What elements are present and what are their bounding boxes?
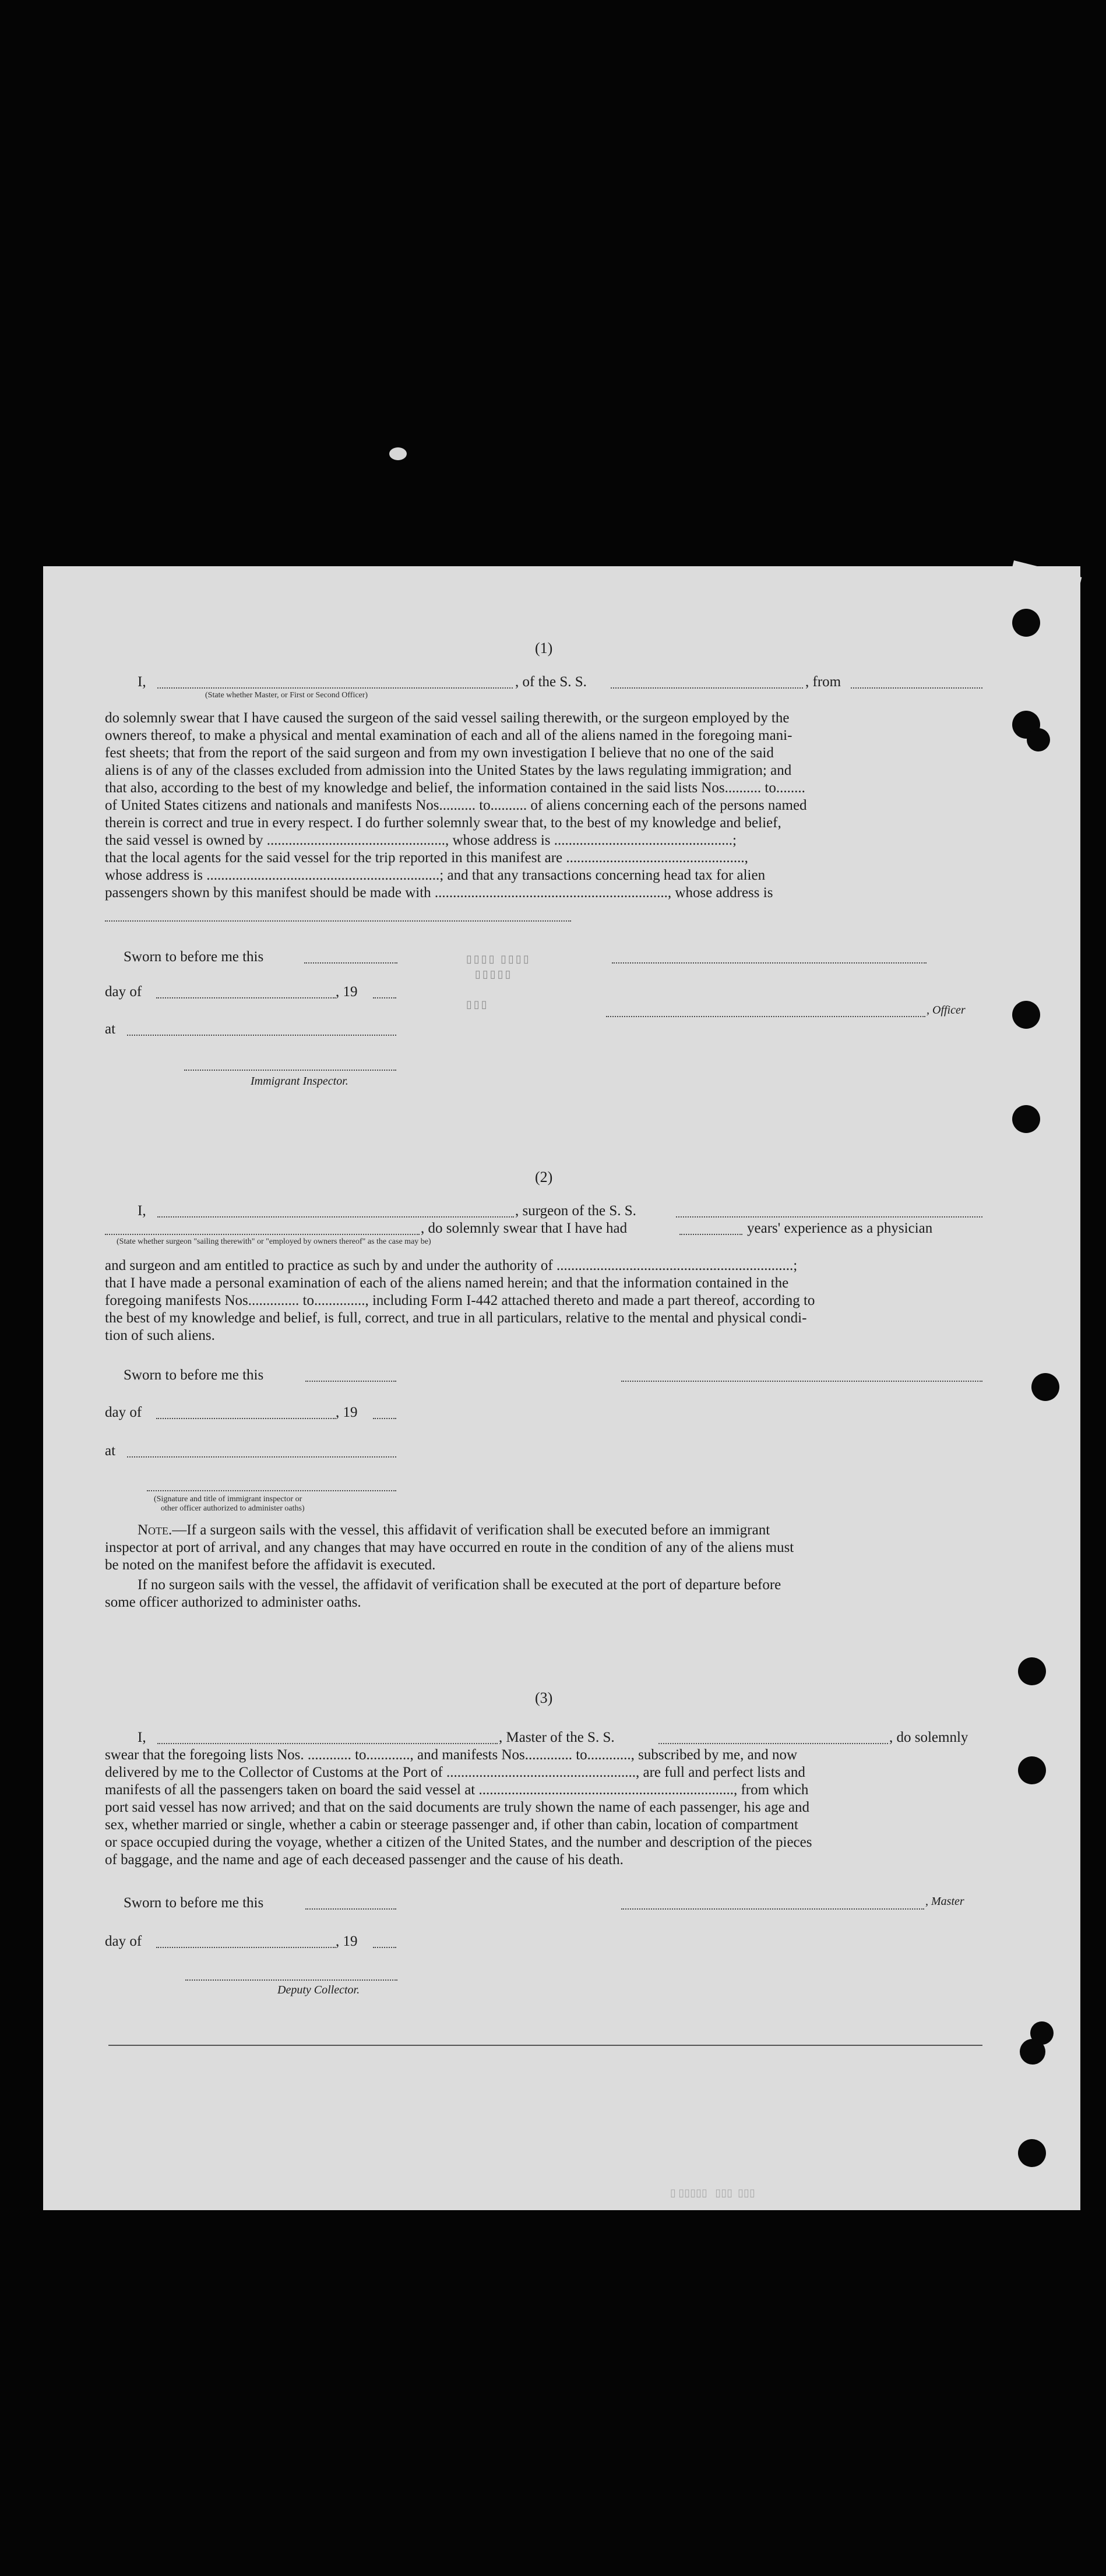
section-1-text-line: fest sheets; that from the report of the said surgeon and from my own investigation I believe that no one of the said xyxy=(105,745,774,761)
section-2-caption: (State whether surgeon "sailing therewith" or "employed by owners thereof" as the case may be) xyxy=(117,1237,431,1246)
bottom-rule xyxy=(108,2045,982,2046)
officer-signature-line xyxy=(147,1490,396,1491)
sworn-date-line xyxy=(305,1908,396,1910)
punch-hole xyxy=(1031,1373,1059,1401)
section-3-text-line: of baggage, and the name and age of each deceased passenger and the cause of his death. xyxy=(105,1852,624,1868)
punch-hole xyxy=(1012,1001,1040,1029)
section-3-text-line: manifests of all the passengers taken on board the said vessel at ......................................................................, from which xyxy=(105,1782,809,1798)
punch-hole xyxy=(1020,2039,1045,2065)
signature-line xyxy=(612,962,927,964)
at-line xyxy=(127,1035,396,1036)
faint-print-mark: ▯ ▯▯▯▯▯ ▯▯▯ ▯▯▯ xyxy=(670,2187,755,2199)
section-2-text-line: foregoing manifests Nos.............. to.............., including Form I-442 attached thereto and made a part thereof, according to xyxy=(105,1293,815,1308)
year-label: , 19 xyxy=(336,984,358,1000)
note-line: be noted on the manifest before the affidavit is executed. xyxy=(105,1557,436,1573)
collector-signature-line xyxy=(185,1979,397,1981)
note-line: inspector at port of arrival, and any changes that may have occurred en route in the condition of any of the aliens must xyxy=(105,1540,794,1555)
section-1-text-line: do solemnly swear that I have caused the surgeon of the said vessel sailing therewith, or the surgeon employed by the xyxy=(105,710,790,726)
sworn-label: Sworn to before me this xyxy=(124,1895,264,1911)
surgeon-type-line xyxy=(105,1234,420,1235)
faint-stamp: ▯▯▯ xyxy=(466,998,489,1010)
day-line xyxy=(156,997,336,998)
master-name-line xyxy=(157,1743,498,1744)
section-3-text-line: swear that the foregoing lists Nos. ............ to............, and manifests Nos............. to............, subscribed by me, and now xyxy=(105,1747,798,1763)
sworn-label: Sworn to before me this xyxy=(124,949,264,965)
surgeon-name-line xyxy=(157,1216,514,1218)
section-1-i: I, xyxy=(138,674,146,690)
sworn-date-line xyxy=(305,1381,396,1382)
faint-stamp: ▯▯▯▯ ▯▯▯▯ xyxy=(466,953,531,965)
name-line xyxy=(157,687,513,689)
sworn-date-line xyxy=(304,962,397,964)
punch-hole xyxy=(1012,1105,1040,1133)
years-line xyxy=(679,1234,742,1235)
collector-caption: Deputy Collector. xyxy=(277,1984,360,1996)
year-label: , 19 xyxy=(336,1933,358,1949)
section-3-text-line: port said vessel has now arrived; and that on the said documents are truly shown the name of each passenger, his age and xyxy=(105,1799,810,1815)
sig-caption: (Signature and title of immigrant inspector or xyxy=(154,1495,302,1504)
section-3-number: (3) xyxy=(535,1689,553,1706)
debris-mark xyxy=(389,447,407,460)
section-3-i: I, xyxy=(138,1730,146,1745)
year-label: , 19 xyxy=(336,1405,358,1420)
section-2-text-line: that I have made a personal examination of each of the aliens named herein; and that the information contained in the xyxy=(105,1275,789,1291)
note-line xyxy=(138,1522,770,1539)
punch-hole xyxy=(1027,728,1050,751)
section-1-from-label: , from xyxy=(805,674,841,690)
punch-hole xyxy=(1018,1657,1046,1685)
master-signature-line xyxy=(621,1908,924,1910)
ship-name-line xyxy=(658,1743,888,1744)
address-line xyxy=(105,920,571,922)
from-line xyxy=(851,687,982,689)
section-1-text-line: the said vessel is owned by ................................................., whose address is .................................................; xyxy=(105,832,737,848)
sworn-label: Sworn to before me this xyxy=(124,1367,264,1383)
section-2-text-line: and surgeon and am entitled to practice as such by and under the authority of .................................................................; xyxy=(105,1258,798,1273)
note-text: —If a surgeon sails with the vessel, this affidavit of verification shall be executed before an immigrant xyxy=(172,1522,770,1538)
section-3-solemnly: , do solemnly xyxy=(889,1730,968,1745)
section-1-text-line: whose address is ................................................................; and that any transactions concerning head tax for alien xyxy=(105,867,766,883)
year-line xyxy=(373,1947,396,1948)
ship-name-line xyxy=(676,1216,982,1218)
year-line xyxy=(373,1418,396,1419)
inspector-caption: Immigrant Inspector. xyxy=(251,1075,348,1088)
section-1-ship-label: , of the S. S. xyxy=(515,674,587,690)
master-label: , Master xyxy=(925,1895,964,1908)
section-2-swear: , do solemnly swear that I have had xyxy=(421,1220,628,1236)
faint-stamp: ▯▯▯▯▯ xyxy=(475,968,513,980)
day-line xyxy=(156,1947,336,1948)
section-1-text-line: passengers shown by this manifest should be made with ................................................................, whose address is xyxy=(105,885,773,901)
section-3-text-line: sex, whether married or single, whether a cabin or steerage passenger and, if other than cabin, location of compartment xyxy=(105,1817,798,1833)
section-1-text-line: aliens is of any of the classes excluded from admission into the United States by the laws regulating immigration; and xyxy=(105,763,792,778)
officer-label: , Officer xyxy=(927,1004,966,1017)
day-label: day of xyxy=(105,984,142,1000)
section-2-years: years' experience as a physician xyxy=(747,1220,933,1236)
section-3-text-line: or space occupied during the voyage, whether a citizen of the United States, and the number and description of the pieces xyxy=(105,1834,812,1850)
day-line xyxy=(156,1418,336,1419)
sig-caption: other officer authorized to administer oaths) xyxy=(161,1504,305,1513)
at-line xyxy=(127,1456,396,1458)
at-label: at xyxy=(105,1021,116,1037)
section-1-caption: (State whether Master, or First or Second Officer) xyxy=(205,691,368,700)
section-2-text-line: the best of my knowledge and belief, is full, correct, and true in all particulars, relative to the mental and physical condi- xyxy=(105,1310,807,1326)
day-label: day of xyxy=(105,1933,142,1949)
surgeon-signature-line xyxy=(621,1381,982,1382)
at-label: at xyxy=(105,1443,116,1459)
section-3-master-label: , Master of the S. S. xyxy=(499,1730,615,1745)
year-line xyxy=(373,997,396,998)
section-2-i: I, xyxy=(138,1203,146,1219)
inspector-signature-line xyxy=(184,1070,396,1071)
punch-hole xyxy=(1018,1756,1046,1784)
punch-hole xyxy=(1012,609,1040,637)
section-2-ship-label: , surgeon of the S. S. xyxy=(515,1203,636,1219)
section-1-text-line: that the local agents for the said vessel for the trip reported in this manifest are ................................................., xyxy=(105,850,748,866)
section-3-text-line: delivered by me to the Collector of Customs at the Port of ...................................................., are full and perfect lists and xyxy=(105,1765,805,1780)
section-1-text-line: of United States citizens and nationals and manifests Nos.......... to.......... of aliens concerning each of the persons named xyxy=(105,797,807,813)
section-1-text-line: therein is correct and true in every respect. I do further solemnly swear that, to the best of my knowledge and belief, xyxy=(105,815,781,831)
section-1-text-line: owners thereof, to make a physical and mental examination of each and all of the aliens named in the foregoing mani- xyxy=(105,728,792,743)
section-2-number: (2) xyxy=(535,1169,553,1185)
note-line: some officer authorized to administer oaths. xyxy=(105,1594,361,1610)
section-1-number: (1) xyxy=(535,640,553,657)
section-2-text-line: tion of such aliens. xyxy=(105,1328,215,1343)
section-1-text-line: that also, according to the best of my knowledge and belief, the information contained in the said lists Nos.......... to........ xyxy=(105,780,805,796)
punch-hole xyxy=(1018,2139,1046,2167)
note-line: If no surgeon sails with the vessel, the affidavit of verification shall be executed at the port of departure before xyxy=(138,1577,781,1593)
ship-name-line xyxy=(611,687,803,689)
note-label: Note. xyxy=(138,1522,172,1538)
day-label: day of xyxy=(105,1405,142,1420)
officer-signature-line xyxy=(606,1016,925,1017)
